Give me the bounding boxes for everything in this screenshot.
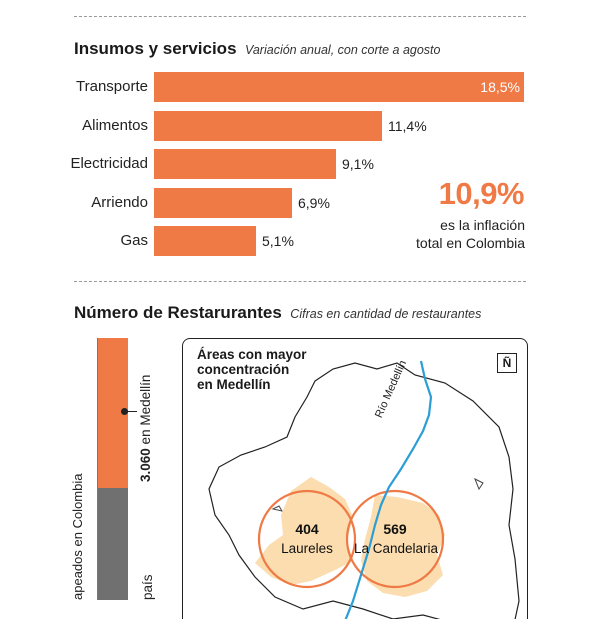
bar-value-label: 9,1% [342, 156, 374, 172]
bar-category-label: Gas [120, 232, 148, 249]
bar-alimentos [154, 111, 382, 141]
chart-subtitle: Variación anual, con corte a agosto [244, 43, 441, 57]
bar-gas [154, 226, 256, 256]
bar-category-label: Electricidad [70, 155, 148, 172]
bar-arriendo [154, 188, 292, 218]
bar-category-label: Transporte [76, 78, 148, 95]
restaurants-title: Número de Restarurantes [74, 303, 282, 322]
bar-value-label: 6,9% [298, 194, 330, 211]
bar-electricidad [154, 149, 336, 179]
bar-value-label: 5,1% [262, 233, 294, 249]
inflation-caption-line2: total en Colombia [416, 235, 525, 251]
bar-category-label: Arriendo [91, 193, 148, 211]
middle-divider [74, 281, 526, 282]
bar-category-label: Alimentos [82, 116, 148, 134]
chart-title: Insumos y servicios [74, 39, 237, 58]
candelaria-name: La Candelaria [353, 541, 439, 556]
top-divider [74, 16, 526, 17]
medellin-count-label [138, 375, 153, 482]
map-title [197, 347, 307, 392]
map-title-line2: concentración [197, 362, 290, 377]
medellin-marker-dot [121, 408, 128, 415]
laureles-count: 404 [295, 521, 319, 537]
north-arrow-icon: Ñ [497, 353, 517, 373]
pais-column-bar [98, 488, 128, 600]
inflation-caption-line1: es la inflación [440, 217, 525, 233]
laureles-name: Laureles [281, 541, 333, 556]
map-title-line1: Áreas con mayor [197, 347, 307, 362]
restaurants-title-row [74, 303, 481, 323]
bar-value-label: 11,4% [388, 117, 427, 134]
candelaria-count: 569 [383, 521, 407, 537]
restaurants-subtitle: Cifras en cantidad de restaurantes [290, 307, 482, 321]
bar-value-label: 18,5% [480, 79, 520, 95]
medellin-count-text: en Medellín [138, 374, 153, 445]
medellin-map-panel [182, 338, 528, 619]
pais-label: país [140, 574, 155, 600]
river-label: Río Medellín [373, 358, 410, 420]
map-title-line3: en Medellín [197, 377, 271, 392]
medellin-count-value: 3.060 [138, 448, 153, 482]
inflation-total-value: 10,9% [438, 176, 524, 211]
chart-title-row [74, 39, 440, 59]
colombia-label: apeados en Colombia [70, 473, 85, 600]
inflation-total-caption [416, 216, 525, 252]
medellin-city-outline [209, 363, 519, 619]
